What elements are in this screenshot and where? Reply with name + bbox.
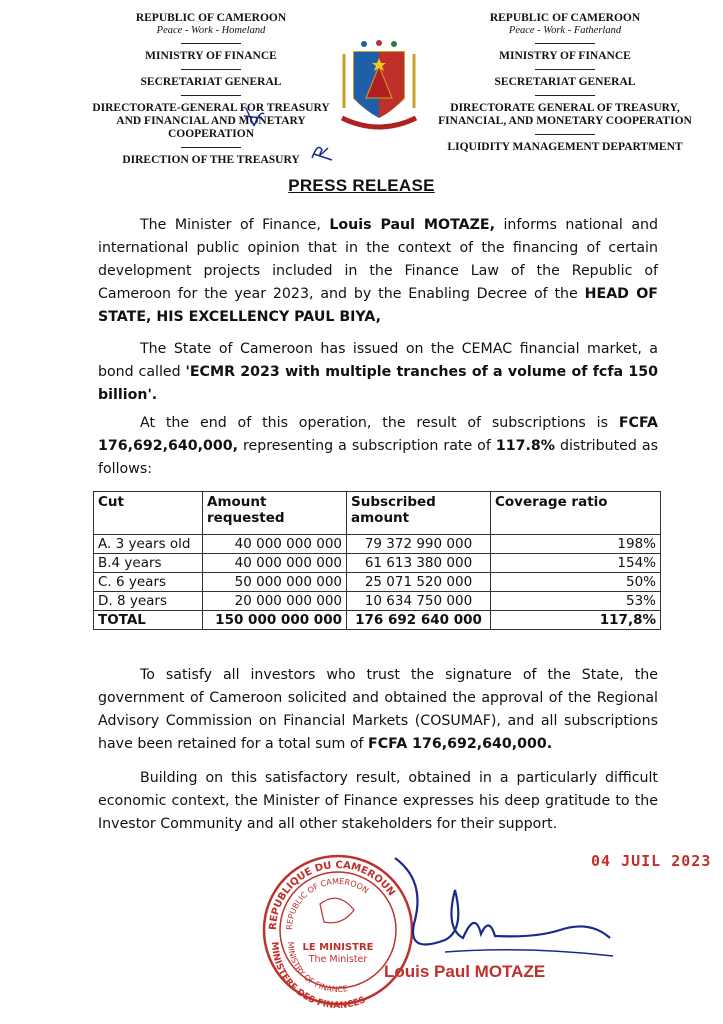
- page-title: PRESS RELEASE: [288, 176, 435, 195]
- handwritten-paraph-icon: [240, 104, 270, 130]
- cell-requested: 20 000 000 000: [203, 592, 347, 611]
- text-span: To satisfy all investors who trust the signature of the State, the government of Cameroon solicited and obtained the approval of the Regional Advisory Commission on Financial Markets (COSUMAF), and all subscriptions have been retained for a total sum of: [98, 667, 658, 752]
- handwritten-initial-icon: [308, 140, 338, 164]
- directorate-line: DIRECTORATE GENERAL OF TREASURY,: [450, 102, 680, 114]
- paragraph-result: [98, 412, 658, 481]
- paragraph-approval: [98, 664, 658, 756]
- date-stamp: 04 JUIL 2023: [591, 852, 712, 870]
- text-span: The Minister of Finance,: [140, 217, 330, 233]
- table-header-row: [94, 492, 661, 535]
- direction: DIRECTION OF THE TREASURY: [122, 154, 300, 166]
- cell-cut: C. 6 years: [94, 573, 203, 592]
- ministry: MINISTRY OF FINANCE: [499, 50, 631, 62]
- seal-outer-bottom: MINISTERE DES FINANCES: [268, 941, 368, 1010]
- seal-inner-bottom: MINISTRY OF FINANCE: [285, 941, 349, 995]
- paragraph-intro: [98, 214, 658, 329]
- cell-requested: 40 000 000 000: [203, 554, 347, 573]
- coat-of-arms-icon: [334, 38, 424, 138]
- seal-line1: LE MINISTRE: [302, 942, 374, 953]
- seal-inner-top: REPUBLIC OF CAMEROON: [284, 876, 371, 931]
- cell-requested: 150 000 000 000: [203, 611, 347, 630]
- cell-ratio: 50%: [491, 573, 661, 592]
- directorate-line: FINANCIAL, AND MONETARY COOPERATION: [438, 115, 692, 127]
- paragraph-bond: [98, 338, 658, 407]
- text-span: The State of Cameroon has issued on the CEMAC financial market, a bond called: [98, 341, 658, 380]
- directorate-line: AND FINANCIAL AND MONETARY: [116, 115, 306, 127]
- minister-name: Louis Paul MOTAZE,: [329, 217, 496, 233]
- head-of-state: HEAD OF STATE, HIS EXCELLENCY PAUL BIYA,: [98, 286, 658, 325]
- cell-subscribed: 10 634 750 000: [347, 592, 491, 611]
- cell-subscribed: 79 372 990 000: [347, 535, 491, 554]
- cell-cut: D. 8 years: [94, 592, 203, 611]
- cell-ratio: 53%: [491, 592, 661, 611]
- secretariat: SECRETARIAT GENERAL: [140, 76, 282, 88]
- signer-name: Louis Paul MOTAZE: [384, 962, 546, 981]
- table-row: [94, 554, 661, 573]
- signature-icon: [385, 850, 615, 960]
- text-span: informs national and international public opinion that in the context of the financing of certain development projects included in the Finance Law of the Republic of Cameroon for the year 2023, and by the Enabling Decree of the: [98, 217, 659, 302]
- column-header: Cut: [94, 492, 203, 535]
- table-total-row: [94, 611, 661, 630]
- text-span: representing a subscription rate of: [238, 438, 496, 454]
- cell-cut: TOTAL: [94, 611, 203, 630]
- total-amount: FCFA 176,692,640,000,: [98, 415, 658, 454]
- text-span: At the end of this operation, the result of subscriptions is: [140, 415, 619, 431]
- cell-requested: 40 000 000 000: [203, 535, 347, 554]
- country-name: REPUBLIC OF CAMEROON: [135, 12, 287, 24]
- cell-requested: 50 000 000 000: [203, 573, 347, 592]
- motto: Peace - Work - Homeland: [156, 25, 266, 36]
- cell-subscribed: 61 613 380 000: [347, 554, 491, 573]
- column-header: Amount requested: [203, 492, 347, 535]
- subscription-table: [93, 491, 661, 630]
- cell-cut: A. 3 years old: [94, 535, 203, 554]
- subscription-rate: 117.8%: [495, 438, 555, 454]
- seal-line2: The Minister: [308, 954, 368, 965]
- cell-ratio: 198%: [491, 535, 661, 554]
- bond-name: 'ECMR 2023 with multiple tranches of a volume of fcfa 150 billion'.: [98, 364, 658, 403]
- text-span: Building on this satisfactory result, obtained in a particularly difficult economic context, the Minister of Finance expresses his deep gratitude to the Investor Community and all other stakeholders for their support.: [98, 770, 658, 832]
- cell-ratio: 117,8%: [491, 611, 661, 630]
- column-header: Subscribed amount: [347, 492, 491, 535]
- table-row: [94, 573, 661, 592]
- cell-subscribed: 176 692 640 000: [347, 611, 491, 630]
- department: LIQUIDITY MANAGEMENT DEPARTMENT: [447, 141, 683, 153]
- header-left: [86, 12, 336, 167]
- text-span: distributed as follows:: [98, 438, 659, 477]
- seal-outer-top: REPUBLIQUE DU CAMEROUN: [267, 859, 397, 931]
- table-row: [94, 535, 661, 554]
- motto: Peace - Work - Fatherland: [508, 25, 622, 36]
- header-right: [430, 12, 700, 154]
- directorate-line: COOPERATION: [167, 128, 255, 140]
- retained-total: FCFA 176,692,640,000.: [368, 736, 553, 752]
- ministry: MINISTRY OF FINANCE: [145, 50, 277, 62]
- secretariat: SECRETARIAT GENERAL: [494, 76, 636, 88]
- directorate-line: DIRECTORATE-GENERAL FOR TREASURY: [92, 102, 330, 114]
- cell-subscribed: 25 071 520 000: [347, 573, 491, 592]
- paragraph-gratitude: [98, 767, 658, 836]
- cell-cut: B.4 years: [94, 554, 203, 573]
- cell-ratio: 154%: [491, 554, 661, 573]
- column-header: Coverage ratio: [491, 492, 661, 535]
- country-name: REPUBLIC OF CAMEROON: [489, 12, 641, 24]
- table-row: [94, 592, 661, 611]
